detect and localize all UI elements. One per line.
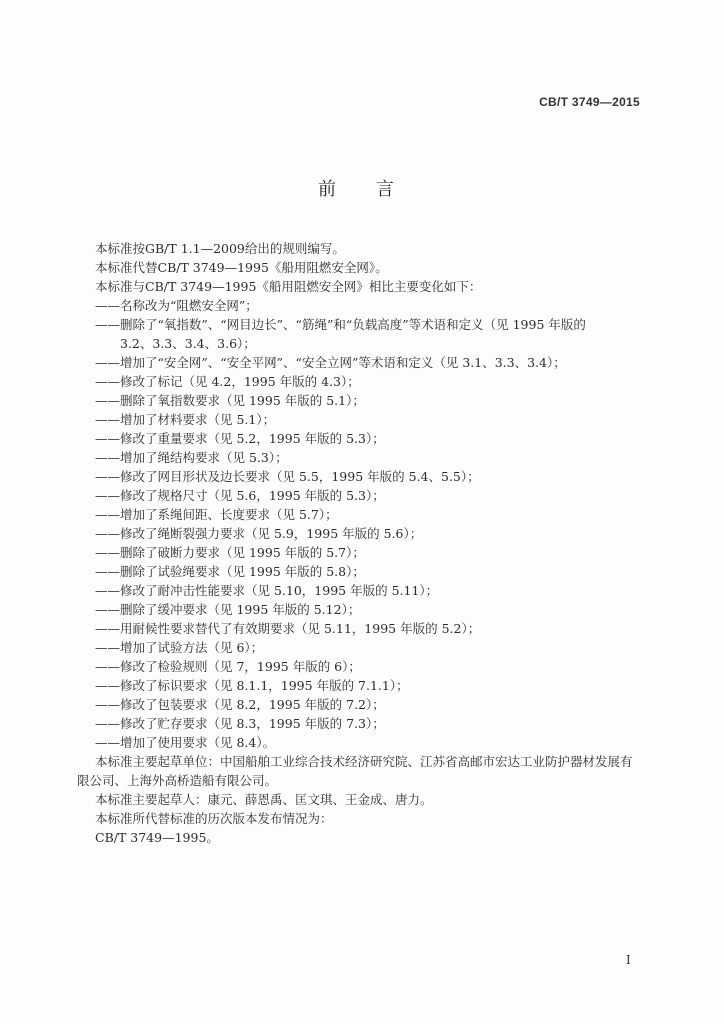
foreword-body	[77, 239, 677, 847]
change-item: ——增加了试验方法（见 6）；	[95, 640, 264, 655]
body-line: 本标准按GB/T 1.1—2009给出的规则编写。	[95, 241, 345, 256]
change-item: ——增加了使用要求（见 8.4）。	[95, 735, 276, 750]
body-line: 本标准与CB/T 3749—1995《船用阻燃安全网》相比主要变化如下：	[95, 279, 482, 294]
history-intro-line: 本标准所代替标准的历次版本发布情况为：	[95, 811, 333, 826]
drafting-units-continuation: 限公司、上海外高桥造船有限公司。	[77, 773, 278, 788]
change-item: ——名称改为“阻燃安全网”；	[95, 298, 258, 313]
history-version-line: CB/T 3749—1995。	[95, 830, 219, 845]
change-item: ——增加了系绳间距、长度要求（见 5.7）；	[95, 507, 338, 522]
standard-code-header: CB/T 3749—2015	[539, 95, 640, 109]
drafting-units-line: 本标准主要起草单位：中国船舶工业综合技术经济研究院、江苏省高邮市宏达工业防护器材发展有	[95, 754, 633, 769]
change-item: ——修改了网目形状及边长要求（见 5.5，1995 年版的 5.4、5.5）；	[95, 469, 480, 484]
drafters-line: 本标准主要起草人：康元、薛恩禹、匡文琪、王金成、唐力。	[95, 792, 433, 807]
change-item: ——删除了试验绳要求（见 1995 年版的 5.8）；	[95, 564, 365, 579]
change-item: ——删除了破断力要求（见 1995 年版的 5.7）；	[95, 545, 365, 560]
page-number: I	[626, 953, 631, 967]
page-title: 前言	[318, 179, 434, 200]
change-item: ——修改了包装要求（见 8.2，1995 年版的 7.2）；	[95, 697, 385, 712]
change-item: ——修改了绳断裂强力要求（见 5.9，1995 年版的 5.6）；	[95, 526, 423, 541]
change-item: ——删除了缓冲要求（见 1995 年版的 5.12）；	[95, 602, 361, 617]
body-line: 本标准代替CB/T 3749—1995《船用阻燃安全网》。	[95, 260, 388, 275]
change-item: ——修改了耐冲击性能要求（见 5.10，1995 年版的 5.11）；	[95, 583, 439, 598]
change-item: ——增加了“安全网”、“安全平网”、“安全立网”等术语和定义（见 3.1、3.3、3.4）；	[95, 355, 566, 370]
change-item-continuation: 3.2、3.3、3.4、3.6）；	[120, 336, 256, 351]
change-item: ——用耐候性要求替代了有效期要求（见 5.11，1995 年版的 5.2）；	[95, 621, 481, 636]
change-item: ——修改了规格尺寸（见 5.6，1995 年版的 5.3）；	[95, 488, 385, 503]
change-item: ——修改了重量要求（见 5.2，1995 年版的 5.3）；	[95, 431, 385, 446]
change-item: ——增加了绳结构要求（见 5.3）；	[95, 450, 288, 465]
change-item: ——删除了“氧指数”、“网目边长”、“筋绳”和“负载高度”等术语和定义（见 1995 年版的	[95, 317, 586, 332]
change-item: ——修改了贮存要求（见 8.3，1995 年版的 7.3）；	[95, 716, 385, 731]
change-item: ——修改了标记（见 4.2，1995 年版的 4.3）；	[95, 374, 360, 389]
change-item: ——删除了氧指数要求（见 1995 年版的 5.1）；	[95, 393, 365, 408]
change-item: ——修改了检验规则（见 7，1995 年版的 6）；	[95, 659, 361, 674]
change-item: ——修改了标识要求（见 8.1.1，1995 年版的 7.1.1）；	[95, 678, 409, 693]
change-item: ——增加了材料要求（见 5.1）；	[95, 412, 276, 427]
